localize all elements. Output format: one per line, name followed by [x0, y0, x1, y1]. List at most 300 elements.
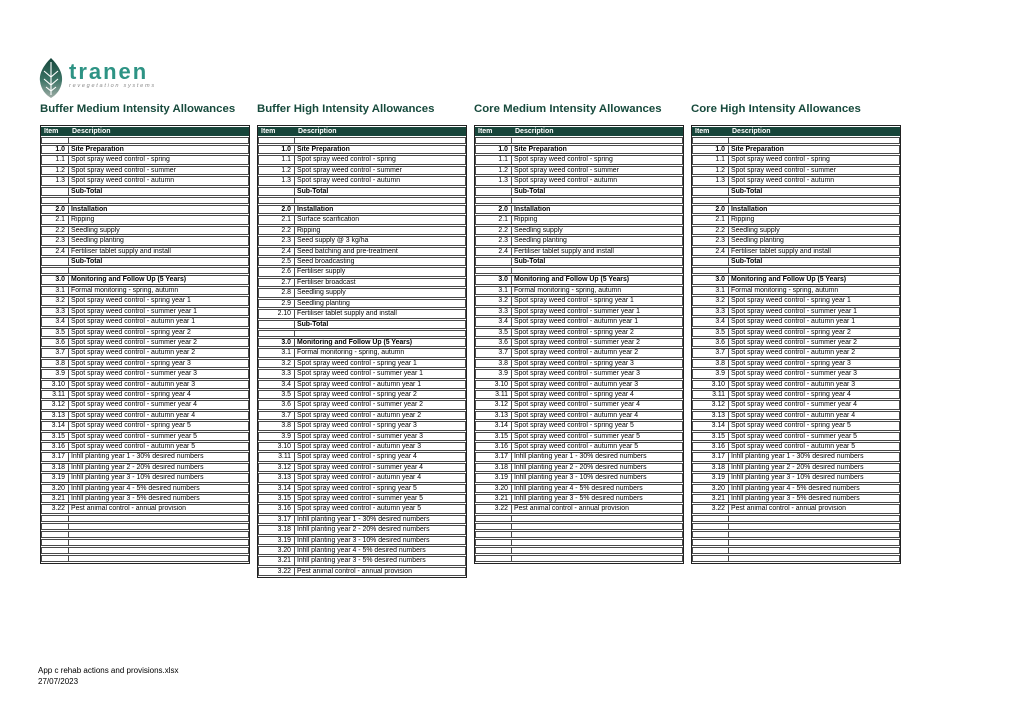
- description-cell: Spot spray weed control - summer year 3: [512, 369, 683, 378]
- table-row: [692, 390, 900, 399]
- description-cell: Infill planting year 1 - 30% desired numbers: [295, 515, 466, 524]
- table-row: [475, 539, 683, 546]
- description-cell: Formal monitoring - spring, autumn: [729, 286, 900, 295]
- table-row: [692, 432, 900, 441]
- description-cell: Spot spray weed control - summer: [512, 166, 683, 175]
- table-row: [41, 484, 249, 493]
- item-cell: 3.12: [258, 463, 295, 472]
- table-row: [258, 380, 466, 389]
- description-cell: [512, 547, 683, 554]
- description-cell: Spot spray weed control - autumn year 1: [512, 317, 683, 326]
- description-cell: Fertiliser tablet supply and install: [69, 247, 249, 256]
- description-cell: [512, 531, 683, 538]
- description-cell: [69, 547, 249, 554]
- table-row: [258, 556, 466, 565]
- item-cell: 3.1: [692, 286, 729, 295]
- table-row: [41, 296, 249, 305]
- table-row: [41, 463, 249, 472]
- table-row: [692, 452, 900, 461]
- item-cell: 2.4: [258, 247, 295, 256]
- table-row: [692, 504, 900, 513]
- description-cell: [729, 555, 900, 562]
- item-cell: 3.9: [258, 432, 295, 441]
- item-cell: 2.4: [692, 247, 729, 256]
- table-row: [692, 176, 900, 185]
- description-cell: Infill planting year 3 - 10% desired numbers: [295, 536, 466, 545]
- item-cell: [41, 547, 69, 554]
- item-cell: 3.4: [258, 380, 295, 389]
- item-cell: [475, 531, 512, 538]
- description-cell: Spot spray weed control - spring year 4: [295, 452, 466, 461]
- item-cell: [41, 267, 69, 274]
- table-row: [692, 555, 900, 562]
- table-row: [41, 307, 249, 316]
- table-row: [41, 187, 249, 196]
- item-cell: 3.6: [41, 338, 69, 347]
- table-row: [692, 187, 900, 196]
- item-cell: 3.2: [258, 359, 295, 368]
- item-cell: 3.22: [692, 504, 729, 513]
- description-cell: Infill planting year 4 - 5% desired numbers: [295, 546, 466, 555]
- description-cell: Infill planting year 1 - 30% desired numbers: [512, 452, 683, 461]
- table-title: Core High Intensity Allowances: [691, 103, 861, 115]
- description-cell: Sub-Total: [69, 187, 249, 196]
- table-title: Core Medium Intensity Allowances: [474, 103, 662, 115]
- table-row: [41, 215, 249, 224]
- table-row: [258, 484, 466, 493]
- item-cell: 3.14: [475, 421, 512, 430]
- description-cell: Spot spray weed control - autumn year 2: [512, 348, 683, 357]
- table-row: [41, 547, 249, 554]
- table-row: [258, 330, 466, 337]
- table-row: [692, 473, 900, 482]
- table-row: [258, 452, 466, 461]
- description-cell: Spot spray weed control - summer: [729, 166, 900, 175]
- description-cell: Spot spray weed control - summer year 1: [295, 369, 466, 378]
- table-row: [41, 137, 249, 144]
- description-cell: Spot spray weed control - spring year 2: [729, 328, 900, 337]
- description-cell: Sub-Total: [512, 187, 683, 196]
- description-cell: Spot spray weed control - autumn year 5: [512, 442, 683, 451]
- description-cell: Sub-Total: [69, 257, 249, 266]
- description-cell: Infill planting year 2 - 20% desired numbers: [512, 463, 683, 472]
- table-row: [41, 348, 249, 357]
- table-row: [692, 145, 900, 154]
- item-cell: 3.11: [41, 390, 69, 399]
- description-cell: Spot spray weed control - spring year 1: [69, 296, 249, 305]
- table-row: [692, 539, 900, 546]
- description-cell: Spot spray weed control - autumn year 3: [69, 380, 249, 389]
- table-row: [475, 296, 683, 305]
- item-cell: 3.0: [258, 338, 295, 347]
- item-cell: 3.6: [258, 400, 295, 409]
- table-row: [692, 328, 900, 337]
- item-cell: 2.1: [692, 215, 729, 224]
- description-cell: Spot spray weed control - autumn year 3: [729, 380, 900, 389]
- table-row: [475, 359, 683, 368]
- description-cell: [729, 137, 900, 144]
- table-row: [692, 338, 900, 347]
- table-row: [475, 286, 683, 295]
- item-cell: 2.2: [692, 226, 729, 235]
- table-row: [41, 267, 249, 274]
- table-row: [41, 494, 249, 503]
- table-row: [692, 286, 900, 295]
- description-column-header: Description: [729, 127, 900, 136]
- table-header-row: [258, 127, 466, 136]
- table-row: [692, 226, 900, 235]
- table-row: [692, 197, 900, 204]
- table-row: [258, 432, 466, 441]
- table-row: [475, 555, 683, 562]
- table-row: [258, 187, 466, 196]
- description-cell: Infill planting year 3 - 10% desired numbers: [69, 473, 249, 482]
- table-row: [41, 369, 249, 378]
- item-cell: 3.5: [258, 390, 295, 399]
- item-cell: 2.1: [41, 215, 69, 224]
- description-cell: [69, 515, 249, 522]
- item-cell: 3.18: [692, 463, 729, 472]
- item-cell: [692, 515, 729, 522]
- item-cell: 3.15: [258, 494, 295, 503]
- table-title: Buffer Medium Intensity Allowances: [40, 103, 236, 115]
- description-cell: [295, 137, 466, 144]
- description-cell: Spot spray weed control - spring: [512, 155, 683, 164]
- table-row: [692, 515, 900, 522]
- description-cell: Sub-Total: [295, 320, 466, 329]
- footer-filename: App c rehab actions and provisions.xlsx: [38, 666, 179, 675]
- description-cell: Seedling planting: [295, 299, 466, 308]
- table-row: [41, 197, 249, 204]
- item-cell: 1.0: [692, 145, 729, 154]
- description-cell: Spot spray weed control - autumn year 4: [295, 473, 466, 482]
- table-row: [692, 166, 900, 175]
- item-cell: [475, 547, 512, 554]
- item-cell: 3.3: [41, 307, 69, 316]
- item-cell: 3.11: [692, 390, 729, 399]
- table-row: [41, 155, 249, 164]
- description-cell: Infill planting year 3 - 10% desired numbers: [729, 473, 900, 482]
- item-cell: [475, 515, 512, 522]
- description-cell: Spot spray weed control - autumn year 1: [729, 317, 900, 326]
- table-row: [41, 236, 249, 245]
- item-cell: 2.3: [41, 236, 69, 245]
- table-row: [258, 299, 466, 308]
- description-cell: Seed broadcasting: [295, 257, 466, 266]
- table-row: [475, 145, 683, 154]
- description-cell: Spot spray weed control - spring year 5: [295, 484, 466, 493]
- description-cell: [729, 197, 900, 204]
- item-cell: [475, 267, 512, 274]
- table-row: [258, 463, 466, 472]
- item-cell: 3.1: [475, 286, 512, 295]
- item-column-header: Item: [258, 127, 295, 136]
- table-row: [692, 236, 900, 245]
- item-cell: 2.3: [258, 236, 295, 245]
- item-cell: 1.2: [41, 166, 69, 175]
- item-cell: 1.2: [475, 166, 512, 175]
- item-cell: 2.6: [258, 267, 295, 276]
- description-cell: Installation: [729, 205, 900, 214]
- item-cell: 2.0: [41, 205, 69, 214]
- item-cell: 3.11: [258, 452, 295, 461]
- item-cell: 3.12: [41, 400, 69, 409]
- item-cell: 3.1: [41, 286, 69, 295]
- table-row: [692, 494, 900, 503]
- description-cell: Spot spray weed control - spring year 4: [729, 390, 900, 399]
- item-cell: 3.4: [475, 317, 512, 326]
- item-cell: 3.19: [692, 473, 729, 482]
- table-row: [475, 275, 683, 284]
- description-cell: [69, 555, 249, 562]
- table-row: [258, 176, 466, 185]
- description-cell: Spot spray weed control - spring year 1: [512, 296, 683, 305]
- description-cell: Infill planting year 3 - 10% desired numbers: [512, 473, 683, 482]
- description-cell: [729, 531, 900, 538]
- table-row: [41, 452, 249, 461]
- allowance-table: [474, 125, 684, 564]
- allowance-table-column: [691, 102, 901, 578]
- item-cell: 3.9: [41, 369, 69, 378]
- table-row: [41, 411, 249, 420]
- description-cell: Seedling supply: [295, 288, 466, 297]
- description-cell: [512, 555, 683, 562]
- table-row: [41, 145, 249, 154]
- item-cell: 3.2: [41, 296, 69, 305]
- item-cell: 3.5: [475, 328, 512, 337]
- description-cell: Surface scarification: [295, 215, 466, 224]
- table-row: [258, 348, 466, 357]
- item-cell: 3.7: [475, 348, 512, 357]
- item-cell: [692, 523, 729, 530]
- description-cell: Fertiliser broadcast: [295, 278, 466, 287]
- table-row: [258, 338, 466, 347]
- description-cell: Spot spray weed control - summer year 1: [69, 307, 249, 316]
- description-cell: Spot spray weed control - spring year 2: [512, 328, 683, 337]
- description-cell: [69, 197, 249, 204]
- table-row: [41, 166, 249, 175]
- table-row: [692, 275, 900, 284]
- table-row: [475, 452, 683, 461]
- item-cell: 3.10: [692, 380, 729, 389]
- item-cell: 3.22: [475, 504, 512, 513]
- item-cell: 3.2: [475, 296, 512, 305]
- description-cell: Sub-Total: [729, 257, 900, 266]
- item-cell: 3.8: [692, 359, 729, 368]
- item-cell: 3.12: [692, 400, 729, 409]
- table-row: [475, 504, 683, 513]
- item-cell: 1.2: [258, 166, 295, 175]
- table-row: [258, 257, 466, 266]
- description-cell: Ripping: [729, 215, 900, 224]
- description-cell: Spot spray weed control - autumn year 5: [69, 442, 249, 451]
- table-row: [692, 369, 900, 378]
- description-cell: Spot spray weed control - summer: [295, 166, 466, 175]
- description-cell: Infill planting year 1 - 30% desired numbers: [729, 452, 900, 461]
- table-row: [475, 348, 683, 357]
- item-cell: [692, 539, 729, 546]
- table-row: [692, 247, 900, 256]
- description-cell: Spot spray weed control - autumn year 4: [729, 411, 900, 420]
- table-row: [475, 328, 683, 337]
- description-cell: Spot spray weed control - autumn: [295, 176, 466, 185]
- item-cell: 3.21: [692, 494, 729, 503]
- table-row: [692, 317, 900, 326]
- item-cell: 3.15: [692, 432, 729, 441]
- item-cell: 2.2: [475, 226, 512, 235]
- table-row: [258, 515, 466, 524]
- item-cell: 3.13: [475, 411, 512, 420]
- item-cell: 3.14: [258, 484, 295, 493]
- description-cell: Spot spray weed control - summer year 1: [729, 307, 900, 316]
- description-cell: Spot spray weed control - summer year 5: [69, 432, 249, 441]
- description-cell: [69, 137, 249, 144]
- item-cell: [692, 555, 729, 562]
- item-cell: 3.17: [41, 452, 69, 461]
- description-cell: [512, 515, 683, 522]
- table-row: [475, 369, 683, 378]
- item-cell: [692, 547, 729, 554]
- brand-tagline: revegetation systems: [69, 83, 156, 89]
- table-row: [41, 338, 249, 347]
- description-cell: [69, 531, 249, 538]
- description-cell: Monitoring and Follow Up (5 Years): [729, 275, 900, 284]
- table-row: [41, 442, 249, 451]
- description-cell: Spot spray weed control - spring year 1: [729, 296, 900, 305]
- allowance-table-column: [40, 102, 250, 578]
- description-cell: Installation: [69, 205, 249, 214]
- item-cell: 3.2: [692, 296, 729, 305]
- table-row: [258, 504, 466, 513]
- description-cell: [512, 267, 683, 274]
- table-row: [475, 197, 683, 204]
- item-cell: 1.3: [258, 176, 295, 185]
- item-cell: 2.5: [258, 257, 295, 266]
- item-cell: [41, 187, 69, 196]
- item-cell: 3.17: [258, 515, 295, 524]
- description-cell: Spot spray weed control - summer year 1: [512, 307, 683, 316]
- description-cell: Spot spray weed control - spring year 4: [512, 390, 683, 399]
- table-row: [692, 296, 900, 305]
- table-row: [475, 215, 683, 224]
- logo-text: [69, 59, 156, 89]
- table-row: [692, 523, 900, 530]
- item-cell: 3.13: [258, 473, 295, 482]
- description-cell: Spot spray weed control - spring year 3: [729, 359, 900, 368]
- description-cell: [69, 523, 249, 530]
- item-cell: 3.17: [475, 452, 512, 461]
- table-row: [475, 380, 683, 389]
- item-cell: 3.17: [692, 452, 729, 461]
- table-row: [41, 257, 249, 266]
- description-cell: [729, 267, 900, 274]
- item-cell: 3.21: [41, 494, 69, 503]
- description-cell: Spot spray weed control - summer year 5: [729, 432, 900, 441]
- table-row: [41, 380, 249, 389]
- table-row: [258, 442, 466, 451]
- table-row: [41, 515, 249, 522]
- table-row: [258, 473, 466, 482]
- table-row: [258, 226, 466, 235]
- description-cell: Installation: [295, 205, 466, 214]
- description-cell: Seedling planting: [512, 236, 683, 245]
- item-cell: 3.16: [692, 442, 729, 451]
- table-row: [475, 317, 683, 326]
- table-row: [258, 145, 466, 154]
- table-row: [475, 432, 683, 441]
- item-cell: 1.3: [692, 176, 729, 185]
- description-cell: Seedling planting: [729, 236, 900, 245]
- table-row: [692, 267, 900, 274]
- description-cell: Spot spray weed control - spring year 5: [512, 421, 683, 430]
- item-cell: 3.16: [475, 442, 512, 451]
- item-cell: [41, 531, 69, 538]
- item-cell: [258, 320, 295, 329]
- item-cell: 3.22: [41, 504, 69, 513]
- allowance-table: [691, 125, 901, 564]
- item-cell: 3.3: [475, 307, 512, 316]
- table-row: [475, 155, 683, 164]
- item-cell: 3.5: [692, 328, 729, 337]
- description-cell: Spot spray weed control - summer year 3: [729, 369, 900, 378]
- table-row: [475, 400, 683, 409]
- table-row: [692, 400, 900, 409]
- description-cell: Pest animal control - annual provision: [512, 504, 683, 513]
- description-cell: Fertiliser supply: [295, 267, 466, 276]
- description-cell: Monitoring and Follow Up (5 Years): [512, 275, 683, 284]
- item-cell: 1.1: [475, 155, 512, 164]
- description-cell: Spot spray weed control - summer year 2: [295, 400, 466, 409]
- table-row: [475, 226, 683, 235]
- item-cell: 3.7: [258, 411, 295, 420]
- table-row: [41, 286, 249, 295]
- item-cell: [258, 187, 295, 196]
- description-cell: Infill planting year 2 - 20% desired numbers: [69, 463, 249, 472]
- item-cell: 3.12: [475, 400, 512, 409]
- item-cell: 1.3: [41, 176, 69, 185]
- item-cell: 3.16: [41, 442, 69, 451]
- item-cell: 3.19: [41, 473, 69, 482]
- table-row: [692, 348, 900, 357]
- item-cell: 2.10: [258, 309, 295, 318]
- item-cell: 3.9: [692, 369, 729, 378]
- description-cell: Spot spray weed control - summer year 4: [69, 400, 249, 409]
- item-cell: 3.8: [475, 359, 512, 368]
- item-cell: 3.14: [692, 421, 729, 430]
- item-cell: [475, 523, 512, 530]
- description-cell: Spot spray weed control - summer year 2: [512, 338, 683, 347]
- item-cell: 2.1: [258, 215, 295, 224]
- description-cell: Seedling planting: [69, 236, 249, 245]
- table-row: [475, 236, 683, 245]
- table-row: [41, 247, 249, 256]
- item-cell: 3.3: [258, 369, 295, 378]
- table-row: [41, 205, 249, 214]
- item-cell: 1.0: [475, 145, 512, 154]
- table-row: [475, 547, 683, 554]
- item-cell: 3.0: [41, 275, 69, 284]
- description-column-header: Description: [512, 127, 683, 136]
- table-header-row: [41, 127, 249, 136]
- item-cell: 3.1: [258, 348, 295, 357]
- description-cell: Infill planting year 4 - 5% desired numbers: [729, 484, 900, 493]
- table-row: [41, 473, 249, 482]
- item-cell: 3.6: [692, 338, 729, 347]
- table-row: [41, 539, 249, 546]
- item-cell: 3.6: [475, 338, 512, 347]
- table-row: [41, 421, 249, 430]
- item-cell: 2.4: [475, 247, 512, 256]
